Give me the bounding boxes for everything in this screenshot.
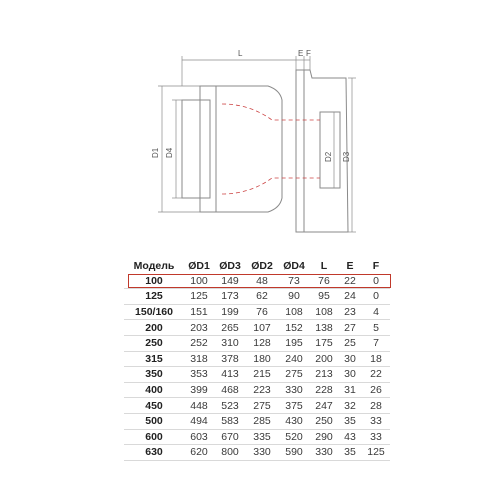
value-cell: 275 <box>246 398 278 414</box>
value-cell: 375 <box>278 398 310 414</box>
value-cell: 590 <box>278 445 310 461</box>
model-cell: 400 <box>124 382 184 398</box>
value-cell: 27 <box>338 320 362 336</box>
value-cell: 33 <box>362 413 390 429</box>
value-cell: 413 <box>214 367 246 383</box>
model-cell: 150/160 <box>124 304 184 320</box>
value-cell: 603 <box>184 429 214 445</box>
table-row <box>124 445 390 461</box>
value-cell: 30 <box>338 367 362 383</box>
value-cell: 149 <box>214 274 246 289</box>
outlet-inner <box>320 112 340 188</box>
table-row <box>124 289 390 305</box>
value-cell: 670 <box>214 429 246 445</box>
model-cell: 630 <box>124 445 184 461</box>
value-cell: 353 <box>184 367 214 383</box>
value-cell: 43 <box>338 429 362 445</box>
value-cell: 31 <box>338 382 362 398</box>
value-cell: 330 <box>310 445 338 461</box>
value-cell: 107 <box>246 320 278 336</box>
value-cell: 152 <box>278 320 310 336</box>
table-row <box>124 398 390 414</box>
label-D2: D2 <box>324 151 333 162</box>
value-cell: 213 <box>310 367 338 383</box>
value-cell: 252 <box>184 335 214 351</box>
value-cell: 76 <box>310 274 338 289</box>
value-cell: 318 <box>184 351 214 367</box>
value-cell: 620 <box>184 445 214 461</box>
value-cell: 250 <box>310 413 338 429</box>
value-cell: 430 <box>278 413 310 429</box>
value-cell: 33 <box>362 429 390 445</box>
model-cell: 250 <box>124 335 184 351</box>
value-cell: 100 <box>184 274 214 289</box>
value-cell: 330 <box>278 382 310 398</box>
value-cell: 378 <box>214 351 246 367</box>
table-row <box>124 304 390 320</box>
value-cell: 138 <box>310 320 338 336</box>
table-row <box>124 274 390 289</box>
model-cell: 125 <box>124 289 184 305</box>
value-cell: 5 <box>362 320 390 336</box>
label-F: F <box>306 49 311 58</box>
model-cell: 500 <box>124 413 184 429</box>
value-cell: 108 <box>278 304 310 320</box>
value-cell: 290 <box>310 429 338 445</box>
value-cell: 35 <box>338 413 362 429</box>
label-D4: D4 <box>165 147 174 158</box>
label-D1: D1 <box>151 147 160 158</box>
value-cell: 28 <box>362 398 390 414</box>
value-cell: 35 <box>338 445 362 461</box>
model-cell: 450 <box>124 398 184 414</box>
value-cell: 0 <box>362 289 390 305</box>
value-cell: 399 <box>184 382 214 398</box>
header-e: E <box>346 260 354 273</box>
value-cell: 25 <box>338 335 362 351</box>
hidden-line-bottom <box>222 178 320 194</box>
table-row <box>124 382 390 398</box>
value-cell: 7 <box>362 335 390 351</box>
value-cell: 195 <box>278 335 310 351</box>
value-cell: 203 <box>184 320 214 336</box>
value-cell: 18 <box>362 351 390 367</box>
collar <box>200 86 216 212</box>
value-cell: 4 <box>362 304 390 320</box>
value-cell: 583 <box>214 413 246 429</box>
model-cell: 350 <box>124 367 184 383</box>
value-cell: 247 <box>310 398 338 414</box>
model-cell: 600 <box>124 429 184 445</box>
value-cell: 23 <box>338 304 362 320</box>
label-L: L <box>238 49 243 58</box>
value-cell: 310 <box>214 335 246 351</box>
value-cell: 523 <box>214 398 246 414</box>
value-cell: 48 <box>246 274 278 289</box>
value-cell: 215 <box>246 367 278 383</box>
value-cell: 520 <box>278 429 310 445</box>
table-header-row <box>124 259 390 274</box>
table-row <box>124 413 390 429</box>
flange <box>296 70 304 232</box>
header-model: Модель <box>133 260 175 273</box>
value-cell: 76 <box>246 304 278 320</box>
model-cell: 315 <box>124 351 184 367</box>
inner-pipe <box>182 100 210 198</box>
value-cell: 223 <box>246 382 278 398</box>
value-cell: 32 <box>338 398 362 414</box>
outlet-cap <box>304 70 348 232</box>
value-cell: 335 <box>246 429 278 445</box>
model-cell: 200 <box>124 320 184 336</box>
value-cell: 275 <box>278 367 310 383</box>
header-d4: ØD4 <box>283 260 305 273</box>
value-cell: 30 <box>338 351 362 367</box>
value-cell: 180 <box>246 351 278 367</box>
value-cell: 125 <box>184 289 214 305</box>
value-cell: 26 <box>362 382 390 398</box>
value-cell: 22 <box>362 367 390 383</box>
value-cell: 95 <box>310 289 338 305</box>
value-cell: 240 <box>278 351 310 367</box>
value-cell: 800 <box>214 445 246 461</box>
header-d1: ØD1 <box>188 260 210 273</box>
value-cell: 265 <box>214 320 246 336</box>
value-cell: 0 <box>362 274 390 289</box>
value-cell: 285 <box>246 413 278 429</box>
model-cell: 100 <box>124 274 184 289</box>
value-cell: 448 <box>184 398 214 414</box>
value-cell: 73 <box>278 274 310 289</box>
header-l: L <box>320 260 328 273</box>
value-cell: 330 <box>246 445 278 461</box>
value-cell: 24 <box>338 289 362 305</box>
value-cell: 175 <box>310 335 338 351</box>
value-cell: 173 <box>214 289 246 305</box>
body-outline <box>216 86 282 212</box>
table-row <box>124 351 390 367</box>
value-cell: 200 <box>310 351 338 367</box>
value-cell: 151 <box>184 304 214 320</box>
value-cell: 90 <box>278 289 310 305</box>
label-D3: D3 <box>342 151 351 162</box>
value-cell: 22 <box>338 274 362 289</box>
hidden-line-top <box>222 104 320 120</box>
spec-table <box>124 259 390 461</box>
value-cell: 128 <box>246 335 278 351</box>
table-row <box>124 320 390 336</box>
table-row <box>124 429 390 445</box>
value-cell: 125 <box>362 445 390 461</box>
table-body <box>124 274 390 461</box>
header-d3: ØD3 <box>219 260 241 273</box>
table-row <box>124 335 390 351</box>
value-cell: 62 <box>246 289 278 305</box>
value-cell: 228 <box>310 382 338 398</box>
label-E: E <box>298 49 304 58</box>
table-row <box>124 367 390 383</box>
value-cell: 108 <box>310 304 338 320</box>
value-cell: 494 <box>184 413 214 429</box>
header-f: F <box>372 260 380 273</box>
value-cell: 199 <box>214 304 246 320</box>
value-cell: 468 <box>214 382 246 398</box>
header-d2: ØD2 <box>251 260 273 273</box>
